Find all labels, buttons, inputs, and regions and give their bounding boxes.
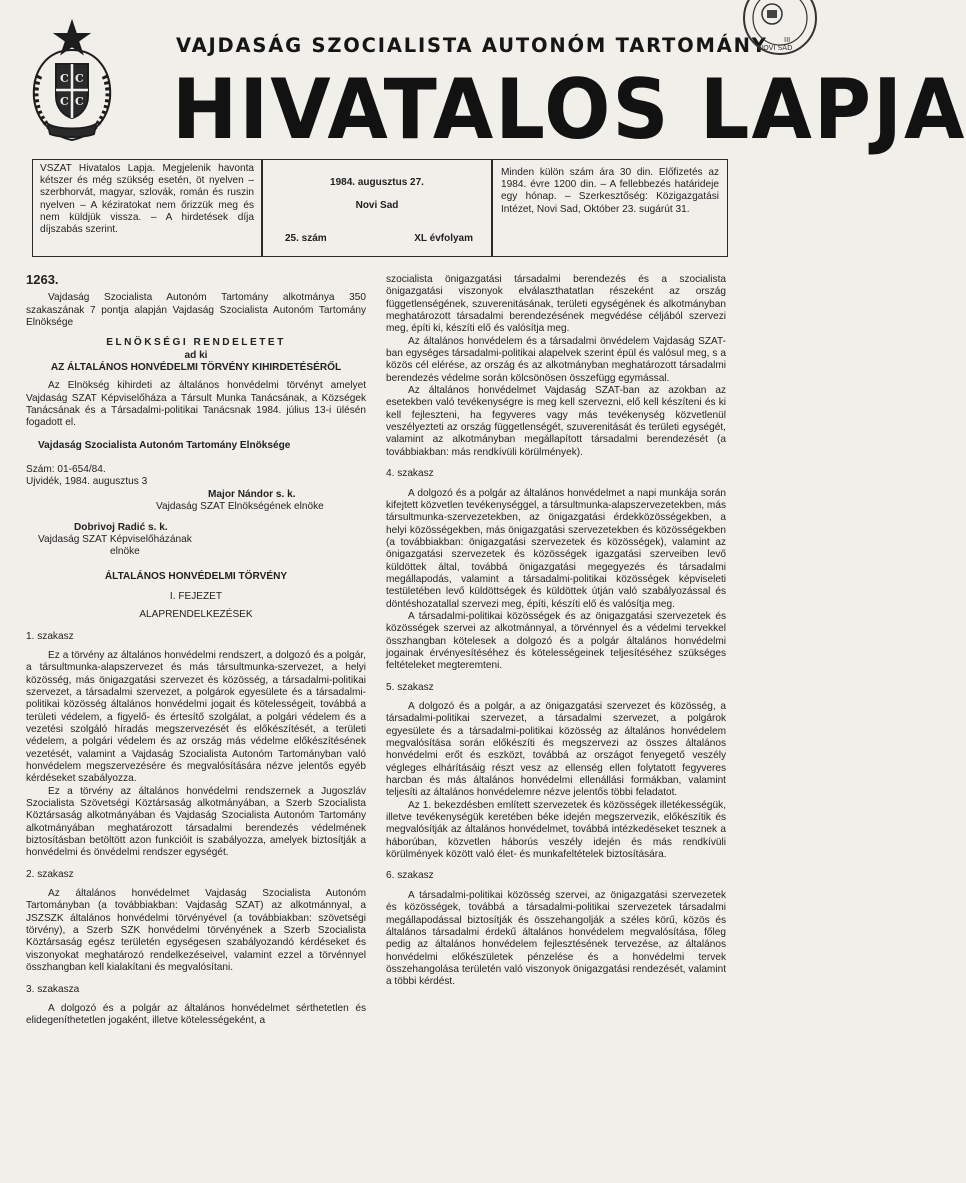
decree-body: Az Elnökség kihirdeti az általános honvédelmi törvényt amelyet Vajdaság SZAT Képviselőháza a Társult Munka Tanácsának, a Községek Tanácsának és a Társadalmi-politikai Tanácsnak 1984. július 13-i ülésén fogadott el.	[26, 380, 366, 429]
section-1-paragraph-1: Ez a törvény az általános honvédelmi rendszert, a dolgozó és a polgár, a társultmunka-alapszervezet és más társultmunka-szervezet, a helyi közösség, más önigazgatási szervezet és közösség, a társadalmi-politikai szervezet, a társadalmi szervezet, a polgárok egyesülete és a társadalmi-politikai közösség általános honvédelmi jogait és kötelességeit, továbbá a területi védelem, a figyelő- és értesítő szolgálat, a polgári védelem és a vezetési szolgáló híradás megszervezését és előkészítését, a területi védelem, a polgári védelem és az ország más védelme előkészítésének vezetését, valamint a Vajdaság Szocialista Autonóm Tartományban való honvédelem megszervezésére és megvalósítására nézve jelentős egyéb kérdéseket szabályozza.	[26, 649, 366, 785]
section-5-title: 5. szakasz	[386, 681, 434, 693]
chapter-title: ALAPRENDELKEZÉSEK	[139, 609, 253, 621]
decree-title: ELNÖKSÉGI RENDELETET	[106, 337, 286, 349]
section-6-paragraph-1: A társadalmi-politikai közösség szervei, az önigazgatási szervezetek és közösségek, továbbá a társadalmi-politikai szervezetek társadalmi megállapodással biztosítják és összehangolják a széles körű, közös és általános társadalmi érdekű általános honvédelem megvalósítása, főleg pedig az általános honvédelem fejlesztésének tervezése, az általános honvédelmi előkészületek pénzelése és a honvédelmi tervek összehangolása területén való viszonyok önigazgatási rendezését, valamint a többi kérdést.	[386, 889, 726, 988]
issue-info-box	[262, 159, 492, 257]
section-4-paragraph-2: A társadalmi-politikai közösségek és az önigazgatási szervezetek és közösségek szervei az alkotmánnyal, a törvénnyel és a védelmi tervekkel összhangban kötelesek a dolgozó és a polgár általános honvédelmi jogainak érvényesítéséhez és kötelességeinek teljesítéséhez szükséges feltételeket megteremteni.	[386, 610, 726, 672]
coat-of-arms-icon	[22, 16, 122, 148]
presidency-name: Vajdaság Szocialista Autonóm Tartomány Elnöksége	[38, 439, 291, 451]
item-number: 1263.	[26, 272, 59, 287]
seal-text-1: NOVI SAD	[758, 44, 793, 52]
signer-2-role: Vajdaság SZAT Képviselőházának	[38, 533, 192, 545]
issue-volume: XL évfolyam	[414, 233, 473, 244]
svg-text:C: C	[60, 72, 69, 85]
section-5-paragraph-1: A dolgozó és a polgár, a az önigazgatási szervezet és közösség, a társadalmi-politikai szervezet, a társadalmi szervezet, a polgárok egyesülete és a társadalmi-politikai közösség az általános honvédelem megvalósítása során előkészíti és megszervezi az összes általános honvédelmi erőt és eszközt, továbbá az országot fenyegető veszély végleges elhárításáig részt vesz az ellenség ellen folytatott fegyveres harcban és más általános honvédelmi ellenállási formákban, valamint teljesíti az általános honvédelemre nézve jelentős többi feladatot.	[386, 701, 726, 799]
section-1-title: 1. szakasz	[26, 630, 74, 642]
section-5-paragraph-2: Az 1. bekezdésben említett szervezetek és közösségek illetékességük, illetve tevékenységük keretében béke idején megszervezik, előkészítik és megvalósítják az általános honvédelmet, továbbá intézkedéseket tesznek a háborúban, közvetlen háborús veszély idején és más rendkívüli körülmények között való élet- és munkafeltételek biztosítására.	[386, 799, 726, 861]
section-2-title: 2. szakasz	[26, 868, 74, 880]
section-3-paragraph-2: Az általános honvédelem és a társadalmi önvédelem Vajdaság SZAT-ban egységes társadalmi-politikai alapelvek szerint épül és valósul meg, s a közös cél elérése, az ország és az alkotmányban meghatározott társadalmi berendezés védelme során kölcsönösen összefügg egymással.	[386, 335, 726, 384]
signer-2-role-cont: elnöke	[110, 546, 140, 558]
signer-1-role: Vajdaság SZAT Elnökségének elnöke	[156, 501, 324, 513]
signer-2-name: Dobrivoj Radić s. k.	[74, 521, 168, 533]
issue-number: 25. szám	[285, 233, 327, 244]
library-stamp-icon	[722, 0, 800, 54]
section-6-title: 6. szakasz	[386, 870, 434, 882]
svg-text:C: C	[75, 95, 84, 108]
decree-intro: Vajdaság Szocialista Autonóm Tartomány alkotmánya 350 szakaszának 7 pontja alapján Vajdaság Szocialista Autonóm Tartomány Elnöksége	[26, 292, 366, 329]
section-1-paragraph-2: Ez a törvény az általános honvédelmi rendszernek a Jugoszláv Szocialista Szövetségi Köztársaság alkotmányában, a Szerb Szocialista Köztársaság alkotmányában és Vajdaság Szocialista Autonóm Tartomány alkotmányában meghatározott társadalmi berendezés védelmének biztosításban betöltött azon funkcióit is szabályozza, amelyek biztosítják a honvédelmi és önvédelmi rendszer egységét.	[26, 785, 366, 859]
decree-title-ad-ki: ad ki	[184, 349, 208, 361]
publication-info-text: VSZAT Hivatalos Lapja. Megjelenik havonta kétszer és még szükség esetén, öt nyelven – szerbhorvát, magyar, szlovák, román és ruszin nyelven – A kéziratokat nem őrizzük meg és nem küldjük vissza. – A hirdetések díja díjszabás szerint.	[40, 163, 254, 236]
decree-subject: AZ ÁLTALÁNOS HONVÉDELMI TÖRVÉNY KIHIRDETÉSÉRŐL	[50, 362, 342, 374]
section-3-paragraph-1: A dolgozó és a polgár az általános honvédelmet sérthetetlen és elidegeníthetetlen jogaként, illetve kötelességeként, a	[26, 1002, 366, 1027]
signer-1-name: Major Nándor s. k.	[208, 488, 296, 500]
publication-info-box	[32, 159, 262, 257]
subscription-info-box	[492, 159, 728, 257]
issue-city: Novi Sad	[355, 200, 399, 211]
left-column	[26, 274, 366, 1028]
law-title: ÁLTALÁNOS HONVÉDELMI TÖRVÉNY	[104, 570, 288, 582]
svg-text:C: C	[75, 72, 84, 85]
seal-text-2: III	[784, 36, 791, 44]
gazette-supertitle: VAJDASÁG SZOCIALISTA AUTONÓM TARTOMÁNY	[176, 34, 768, 57]
section-4-paragraph-1: A dolgozó és a polgár az általános honvédelmet a napi munkája során kifejtett közvetlen tevékenységgel, a társultmunka-alapszervezetekben, más társultmunka-szervezetekben, az önigazgatási érdekközösségekben, a helyi közösségekben, más önigazgatási szervezetekben és közösségekben (a továbbiakban: önigazgatási szervezetek és közösségek), valamint az önigazgatási szervezetek és közösségek igazgatási szerveiben levő küldöttek által, továbbá önigazgatási megegyezés és társadalmi megállapodás, valamint a társadalmi-politikai közösségek képviseleti testületében levő küldöttségek és küldöttek útján való szabályozással és döntéshozatallal szervezi meg, építi, készíti elő és valósítja meg.	[386, 487, 726, 610]
issue-date: 1984. augusztus 27.	[330, 177, 424, 188]
reference-place-date: Ujvidék, 1984. augusztus 3	[26, 476, 148, 488]
subscription-info-text: Minden külön szám ára 30 din. Előfizetés az 1984. évre 1200 din. – A fellebbezés határideje egy hónap. – Szerkesztőség: Közigazgatási Intézet, Novi Sad, Október 23. sugárút 31.	[501, 167, 719, 215]
section-3-paragraph-3: Az általános honvédelmet Vajdaság SZAT-ban az azokban az esetekben való tevékenységre is meg kell szervezni, elő kell készíteni és ki kell fejleszteni, ha fegyveres vagy más tevékenység közvetlenül veszélyezteti az ország függetlenségét, szuverenitását és területi egységét, valamint az alkotmányban megállapított társadalmi berendezését (a továbbiakban: más rendkívüli körülmények).	[386, 385, 726, 458]
right-column	[386, 274, 726, 989]
section-3-title: 3. szakasza	[26, 983, 80, 995]
section-4-title: 4. szakasz	[386, 468, 434, 480]
section-2-paragraph-1: Az általános honvédelmet Vajdaság Szocialista Autonóm Tartományban (a továbbiakban: Vajdaság SZAT) az alkotmánnyal, a JSZSZK általános honvédelmi törvényével (a továbbiakban: szövetségi törvény), a Szerb SZK honvédelmi törvényének a Szerb Szocialista Köztársaság egész területén egységesen szabályozandó kérdéseket és viszonyokat meghatározó rendelkezéseivel, valamint ezzel a törvénnyel összhangban kell kialakítani és megvalósítani.	[26, 888, 366, 974]
chapter-number: I. FEJEZET	[169, 590, 223, 602]
svg-text:C: C	[60, 95, 69, 108]
reference-number: Szám: 01-654/84.	[26, 464, 106, 476]
section-3-continuation: szocialista önigazgatási társadalmi berendezés és a szocialista önigazgatási viszonyok elválaszthatatlan részeként az ország függetlenségének, szuverenitásának, területi egységének és alkotmányban meghatározott társadalmi berendezésének megvédése céljából szervezi meg, építi ki, készíti elő és valósítja meg.	[386, 274, 726, 335]
gazette-title: HIVATALOS LAPJA	[172, 62, 966, 159]
